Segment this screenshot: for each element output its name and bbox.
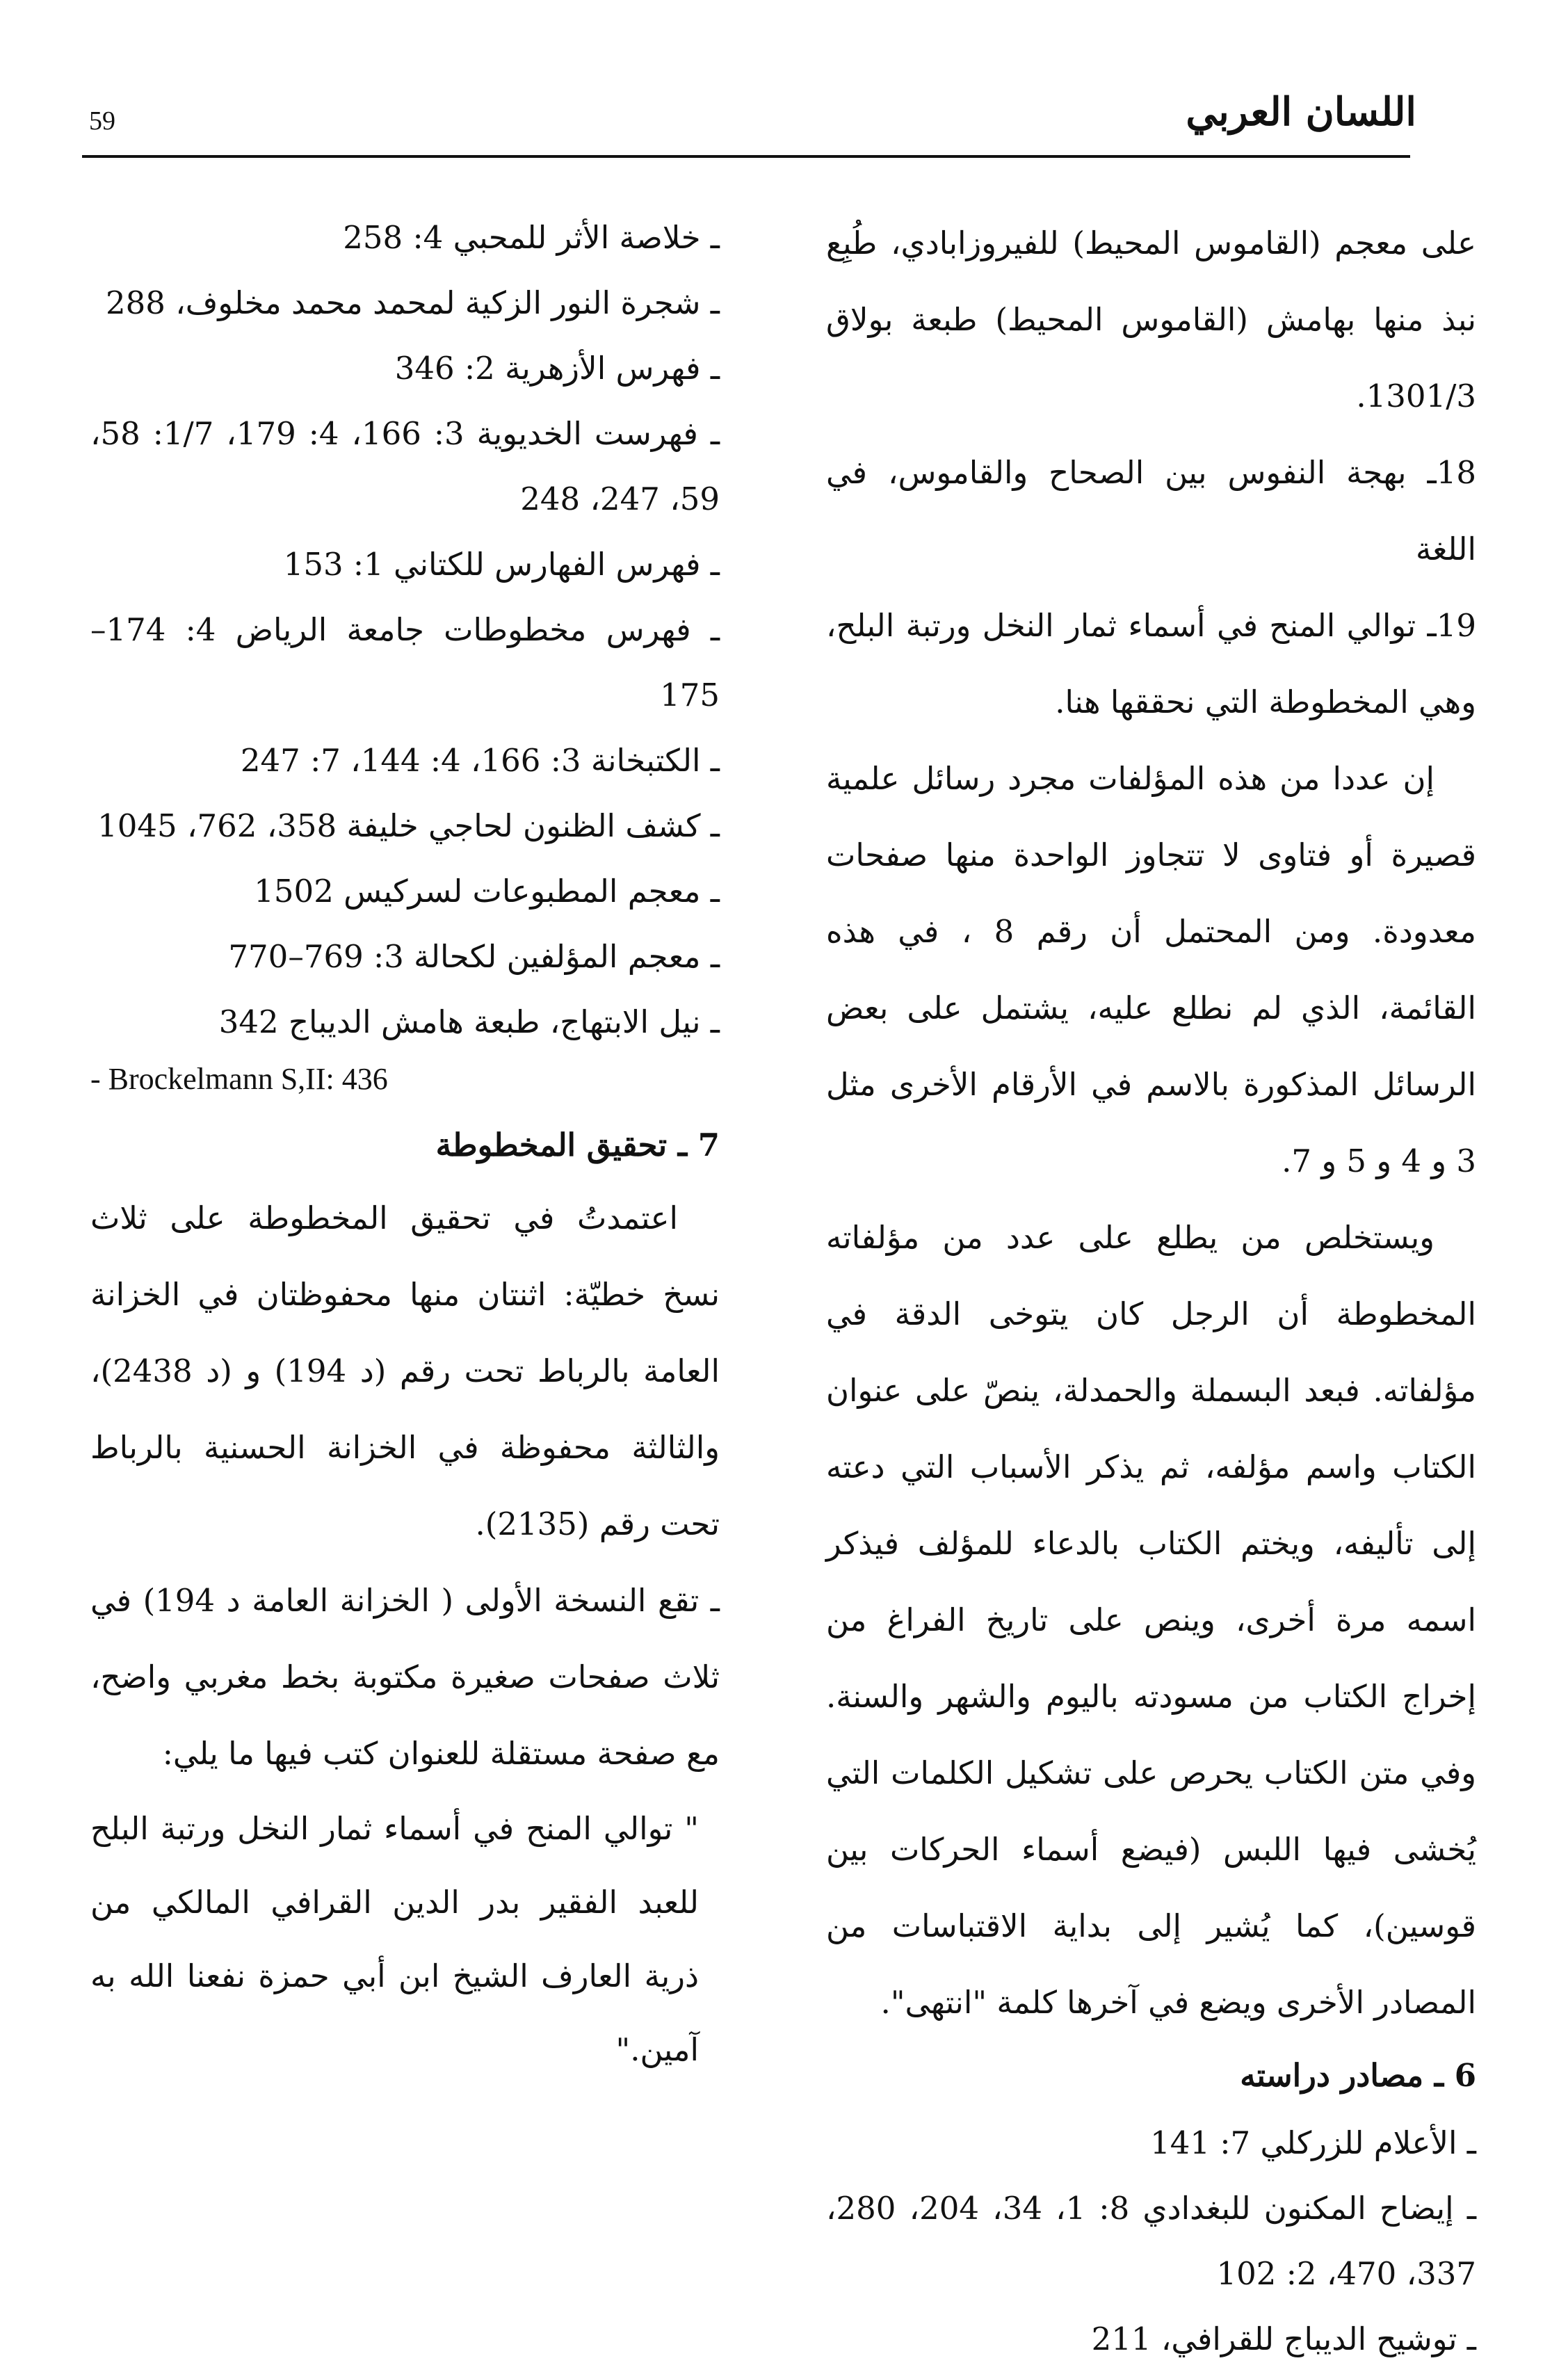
source-item: ـ معجم المؤلفين لكحالة 3: 769–770 [228, 938, 720, 975]
page-number: 59 [89, 106, 115, 136]
source-item: ـ الكتبخانة 3: 166، 4: 144، 7: 247 [240, 742, 720, 779]
paragraph: اعتمدتُ في تحقيق المخطوطة على ثلاث نسخ خطيّة: اثنتان منها محفوظتان في الخزانة العامة بالرباط تحت رقم (د 194) و (د 2438)، والثالثة محفوظة في الخزانة الحسنية بالرباط تحت رقم (2135). [90, 1200, 720, 1542]
source-item: ـ فهرس الأزهرية 2: 346 [394, 350, 720, 387]
source-item: ـ شجرة النور الزكية لمحمد محمد مخلوف، 288 [106, 284, 720, 321]
header-rule [82, 155, 1410, 158]
paragraph: إن عددا من هذه المؤلفات مجرد رسائل علمية قصيرة أو فتاوى لا تتجاوز الواحدة منها صفحات معدودة. ومن المحتمل أن رقم 8 ، في هذه القائمة، الذي لم نطلع عليه، يشتمل على بعض الرسائل المذكورة بالاسم في الأرقام الأخرى مثل 3 و 4 و 5 و 7. [826, 760, 1476, 1179]
left-column [90, 205, 720, 2087]
section-heading: 7 ـ تحقيق المخطوطة [435, 1127, 720, 1163]
source-item: ـ فهرس مخطوطات جامعة الرياض 4: 174–175 [90, 611, 720, 713]
source-item: ـ فهرست الخديوية 3: 166، 4: 179، 1/7: 58، 59، 247، 248 [90, 415, 720, 517]
paragraph: على معجم (القاموس المحيط) للفيروزابادي، طُبِع نبذ منها بهامش (القاموس المحيط) طبعة بولاق 1301/3. [826, 225, 1476, 414]
source-item-latin: - Brockelmann S,II: 436 [90, 1062, 388, 1096]
source-item: ـ إيضاح المكنون للبغدادي 8: 1، 34، 204، 280، 337، 470، 2: 102 [826, 2190, 1477, 2292]
list-item: 19ـ توالي المنح في أسماء ثمار النخل ورتبة البلح، وهي المخطوطة التي نحققها هنا. [826, 607, 1476, 720]
source-item: ـ الأعلام للزركلي 7: 141 [1150, 2124, 1476, 2161]
section-heading: 6 ـ مصادر دراسته [1240, 2057, 1476, 2094]
manuscript-title-quote: " توالي المنح في أسماء ثمار النخل ورتبة البلح للعبد الفقير بدر الدين القرافي المالكي من ذرية العارف الشيخ ابن أبي حمزة نفعنا الله به آمين." [90, 1810, 699, 2068]
source-item: ـ معجم المطبوعات لسركيس 1502 [254, 873, 720, 910]
list-item: 18ـ بهجة النفوس بين الصحاح والقاموس، في اللغة [826, 454, 1476, 567]
right-column [826, 205, 1476, 2372]
source-item: ـ نيل الابتهاج، طبعة هامش الديباج 342 [218, 1003, 720, 1040]
paragraph: ويستخلص من يطلع على عدد من مؤلفاته المخطوطة أن الرجل كان يتوخى الدقة في مؤلفاته. فبعد البسملة والحمدلة، ينصّ على عنوان الكتاب واسم مؤلفه، ثم يذكر الأسباب التي دعته إلى تأليفه، ويختم الكتاب بالدعاء للمؤلف فيذكر اسمه مرة أخرى، وينص على تاريخ الفراغ من إخراج الكتاب من مسودته باليوم والشهر والسنة. وفي متن الكتاب يحرص على تشكيل الكلمات التي يُخشى فيها اللبس (فيضع أسماء الحركات بين قوسين)، كما يُشير إلى بداية الاقتباسات من المصادر الأخرى ويضع في آخرها كلمة "انتهى". [826, 1219, 1476, 2021]
journal-title: اللسان العربي [1186, 89, 1416, 135]
page-header [0, 0, 1568, 167]
source-item: ـ كشف الظنون لحاجي خليفة 358، 762، 1045 [97, 807, 720, 844]
paragraph: ـ تقع النسخة الأولى ( الخزانة العامة د 194) في ثلاث صفحات صغيرة مكتوبة بخط مغربي واضح، مع صفحة مستقلة للعنوان كتب فيها ما يلي: [90, 1582, 720, 1772]
source-item: ـ توشيح الديباج للقرافي، 211 [1091, 2321, 1476, 2357]
source-item: ـ فهرس الفهارس للكتاني 1: 153 [283, 546, 720, 583]
source-item: ـ خلاصة الأثر للمحبي 4: 258 [343, 219, 720, 256]
